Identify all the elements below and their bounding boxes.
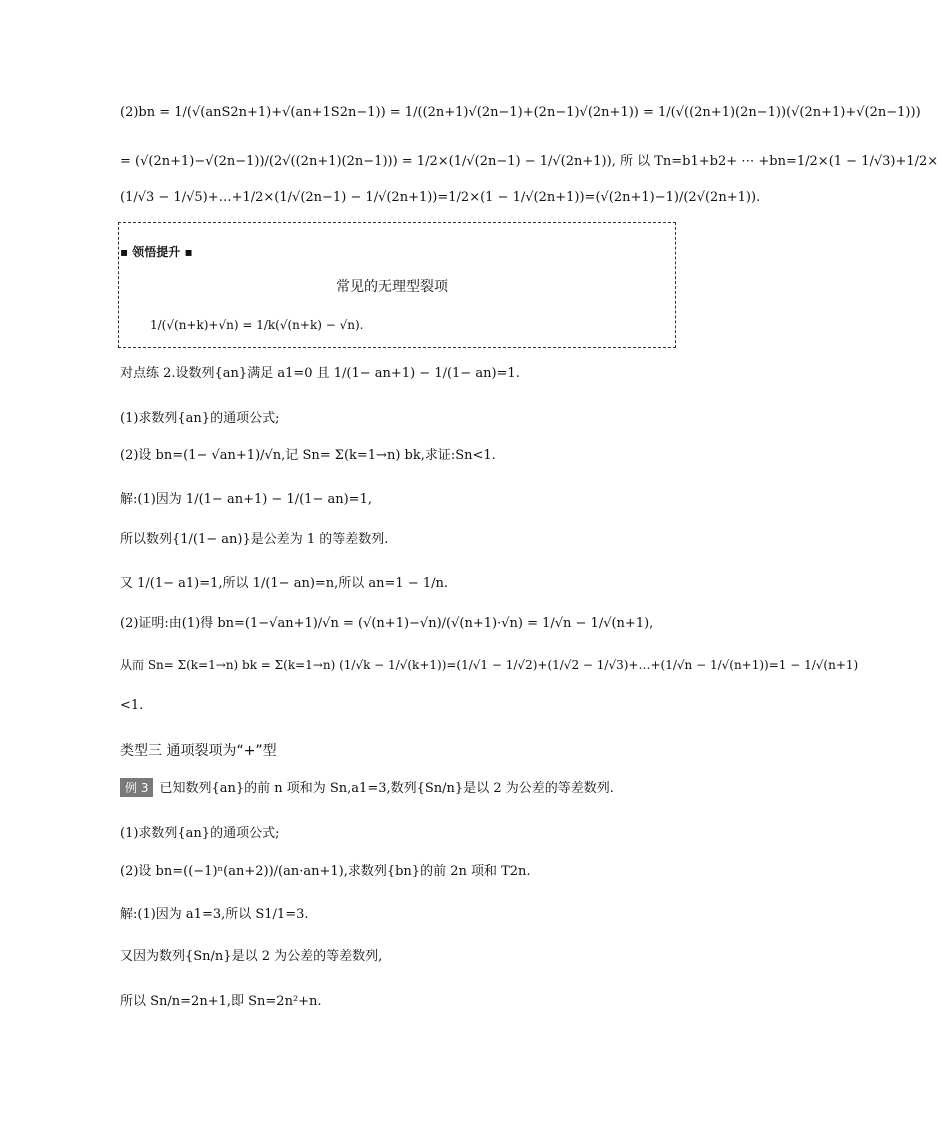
example-question-1: (1)求数列{an}的通项公式; xyxy=(120,826,280,841)
example-solution-1: 解:(1)因为 a1=3,所以 S1/1=3. xyxy=(120,907,309,922)
example-solution-3: 所以 Sn/n=2n+1,即 Sn=2n²+n. xyxy=(120,994,322,1009)
tip-title: ▪ 领悟提升 ▪ xyxy=(120,245,193,259)
example-badge: 例 3 xyxy=(120,778,153,797)
practice-solution-1: 解:(1)因为 1/(1− an+1) − 1/(1− an)=1, xyxy=(120,492,372,507)
practice-solution-3: 又 1/(1− a1)=1,所以 1/(1− an)=n,所以 an=1 − 1/n. xyxy=(120,576,449,591)
example-solution-2: 又因为数列{Sn/n}是以 2 为公差的等差数列, xyxy=(120,949,383,964)
practice-solution-2: 所以数列{1/(1− an)}是公差为 1 的等差数列. xyxy=(120,532,389,547)
tip-heading: 常见的无理型裂项 xyxy=(336,279,448,295)
tip-formula: 1/(√(n+k)+√n) = 1/k(√(n+k) − √n). xyxy=(150,318,364,332)
example-question-2: (2)设 bn=((−1)ⁿ(an+2))/(an·an+1),求数列{bn}的前 2n 项和 T2n. xyxy=(120,864,531,879)
part2-formula-line-3: (1/√3 − 1/√5)+…+1/2×(1/√(2n−1) − 1/√(2n+1))=1/2×(1 − 1/√(2n+1))=(√(2n+1)−1)/(2√(2n+1)). xyxy=(120,190,761,205)
practice-solution-4: (2)证明:由(1)得 bn=(1−√an+1)/√n = (√(n+1)−√n)/(√(n+1)·√n) = 1/√n − 1/√(n+1), xyxy=(120,616,654,631)
practice-intro: 对点练 2.设数列{an}满足 a1=0 且 1/(1− an+1) − 1/(1− an)=1. xyxy=(120,366,520,381)
section-title: 类型三 通项裂项为“+”型 xyxy=(120,743,277,759)
example-intro: 已知数列{an}的前 n 项和为 Sn,a1=3,数列{Sn/n}是以 2 为公差的等差数列. xyxy=(159,781,614,796)
practice-question-1: (1)求数列{an}的通项公式; xyxy=(120,411,280,426)
practice-solution-6: <1. xyxy=(120,698,144,713)
part2-formula-line-2: = (√(2n+1)−√(2n−1))/(2√((2n+1)(2n−1))) = 1/2×(1/√(2n−1) − 1/√(2n+1)), 所 以 Tn=b1+b2+ ⋯ +bn=1/2×(1 − 1/√3)+1/2× xyxy=(120,154,938,169)
part2-formula-line-1: (2)bn = 1/(√(anS2n+1)+√(an+1S2n−1)) = 1/((2n+1)√(2n−1)+(2n−1)√(2n+1)) = 1/(√((2n+1)(2n−1))(√(2n+1)+√(2n−1))) xyxy=(120,105,921,120)
practice-solution-5: 从而 Sn= Σ(k=1→n) bk = Σ(k=1→n) (1/√k − 1/√(k+1))=(1/√1 − 1/√2)+(1/√2 − 1/√3)+…+(1/√n − 1/√(n+1))=1 − 1/√(n+1) xyxy=(120,658,859,672)
example-intro-line xyxy=(120,777,614,797)
practice-question-2: (2)设 bn=(1− √an+1)/√n,记 Sn= Σ(k=1→n) bk,求证:Sn<1. xyxy=(120,448,496,463)
